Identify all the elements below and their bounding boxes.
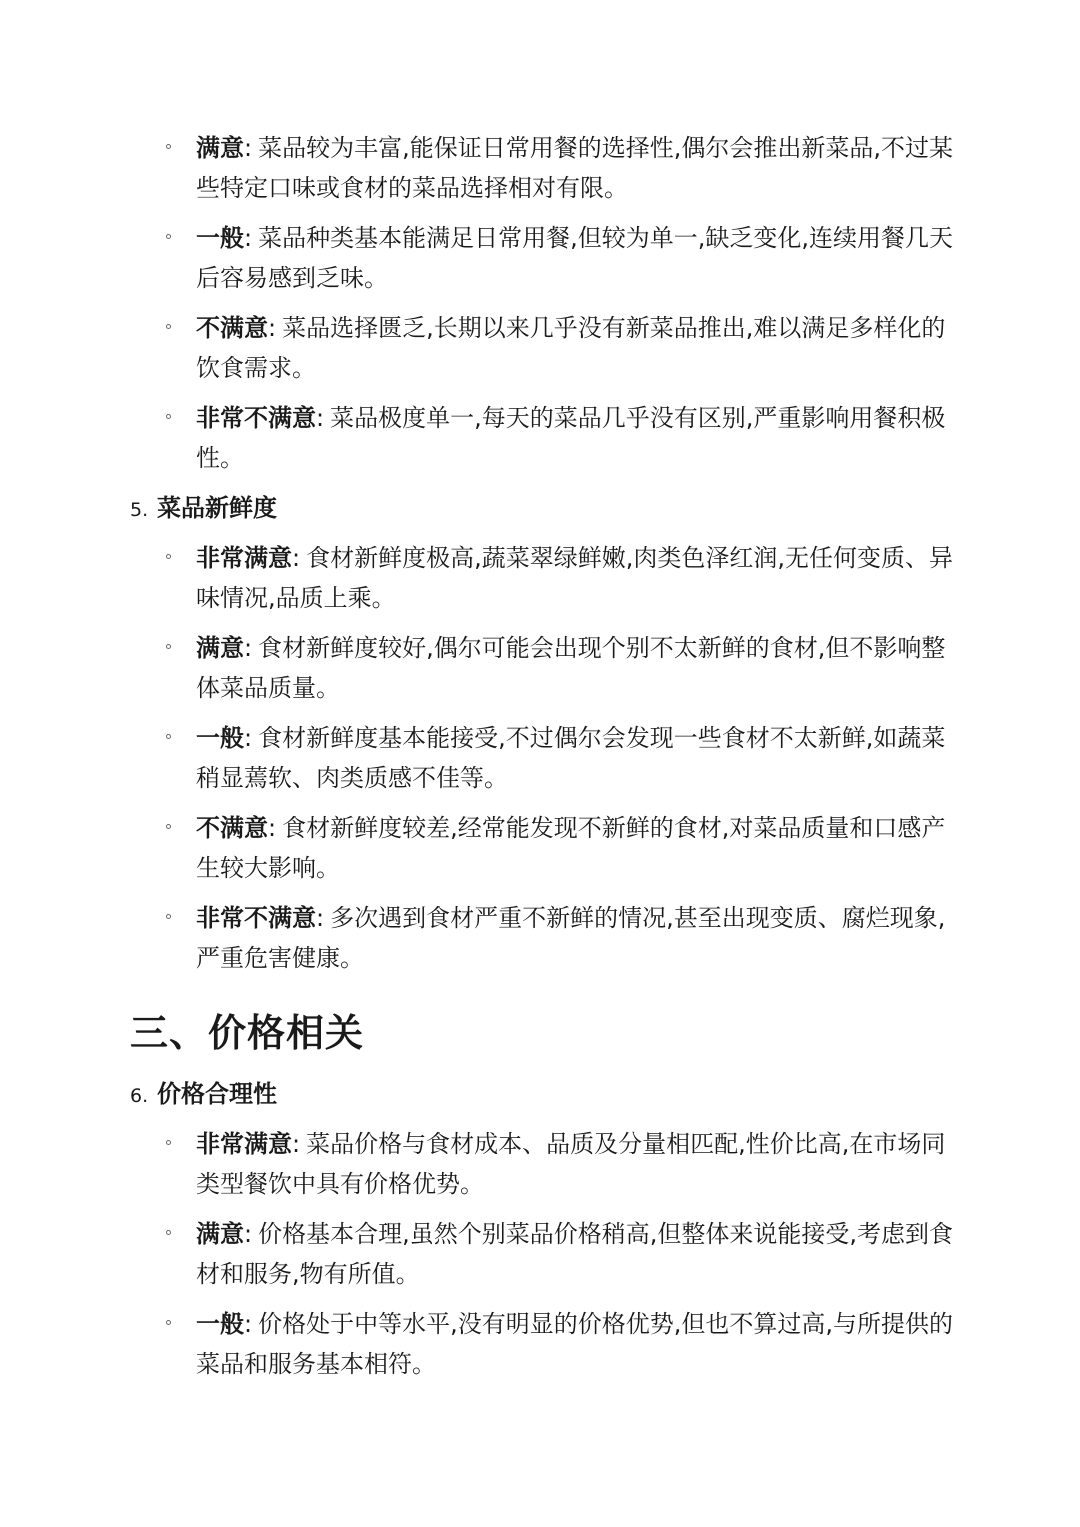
rating-separator: : (244, 134, 253, 162)
list-item (196, 398, 956, 478)
rating-description: 食材新鲜度较好,偶尔可能会出现个别不太新鲜的食材,但不影响整体菜品质量。 (196, 634, 946, 702)
rating-separator: : (316, 904, 325, 932)
list-item (196, 898, 956, 978)
rating-separator: : (244, 1310, 253, 1338)
rating-separator: : (316, 404, 325, 432)
rating-term: 非常满意 (196, 544, 292, 572)
bullet-icon (166, 414, 171, 419)
bullet-icon (166, 1230, 171, 1235)
item-title: 价格合理性 (157, 1080, 277, 1108)
rating-description: 价格处于中等水平,没有明显的价格优势,但也不算过高,与所提供的菜品和服务基本相符。 (196, 1310, 953, 1378)
rating-separator: : (244, 634, 253, 662)
bullet-icon (166, 644, 171, 649)
list-item (196, 1304, 956, 1384)
rating-description: 食材新鲜度极高,蔬菜翠绿鲜嫩,肉类色泽红润,无任何变质、异味情况,品质上乘。 (196, 544, 953, 612)
rating-description: 菜品种类基本能满足日常用餐,但较为单一,缺乏变化,连续用餐几天后容易感到乏味。 (196, 224, 953, 292)
list-item (196, 808, 956, 888)
rating-term: 非常满意 (196, 1130, 292, 1158)
rating-term: 一般 (196, 1310, 244, 1338)
section-heading: 三、价格相关 (130, 1011, 365, 1055)
rating-description: 菜品选择匮乏,长期以来几乎没有新菜品推出,难以满足多样化的饮食需求。 (196, 314, 946, 382)
bullet-icon (166, 824, 171, 829)
rating-term: 不满意 (196, 814, 268, 842)
rating-separator: : (244, 1220, 253, 1248)
bullet-icon (166, 1140, 171, 1145)
rating-term: 满意 (196, 134, 244, 162)
rating-term: 一般 (196, 224, 244, 252)
rating-separator: : (268, 314, 277, 342)
rating-description: 菜品较为丰富,能保证日常用餐的选择性,偶尔会推出新菜品,不过某些特定口味或食材的菜品选择相对有限。 (196, 134, 953, 202)
rating-term: 满意 (196, 1220, 244, 1248)
numbered-item-heading (130, 488, 277, 530)
rating-description: 食材新鲜度基本能接受,不过偶尔会发现一些食材不太新鲜,如蔬菜稍显蔫软、肉类质感不佳等。 (196, 724, 946, 792)
rating-separator: : (292, 544, 301, 572)
list-item (196, 128, 956, 208)
bullet-icon (166, 1320, 171, 1325)
rating-term: 不满意 (196, 314, 268, 342)
rating-description: 菜品价格与食材成本、品质及分量相匹配,性价比高,在市场同类型餐饮中具有价格优势。 (196, 1130, 946, 1198)
list-item (196, 1124, 956, 1204)
rating-description: 多次遇到食材严重不新鲜的情况,甚至出现变质、腐烂现象,严重危害健康。 (196, 904, 946, 972)
list-item (196, 218, 956, 298)
rating-separator: : (268, 814, 277, 842)
rating-description: 价格基本合理,虽然个别菜品价格稍高,但整体来说能接受,考虑到食材和服务,物有所值。 (196, 1220, 953, 1288)
list-item (196, 628, 956, 708)
bullet-icon (166, 554, 171, 559)
list-item (196, 1214, 956, 1294)
item-number: 5. (130, 499, 149, 521)
rating-term: 非常不满意 (196, 404, 316, 432)
bullet-icon (166, 914, 171, 919)
rating-term: 一般 (196, 724, 244, 752)
rating-description: 食材新鲜度较差,经常能发现不新鲜的食材,对菜品质量和口感产生较大影响。 (196, 814, 946, 882)
list-item (196, 718, 956, 798)
rating-term: 非常不满意 (196, 904, 316, 932)
bullet-icon (166, 234, 171, 239)
rating-separator: : (244, 724, 253, 752)
list-item (196, 308, 956, 388)
rating-description: 菜品极度单一,每天的菜品几乎没有区别,严重影响用餐积极性。 (196, 404, 946, 472)
bullet-icon (166, 144, 171, 149)
item-number: 6. (130, 1085, 149, 1107)
rating-term: 满意 (196, 634, 244, 662)
rating-separator: : (244, 224, 253, 252)
numbered-item-heading (130, 1074, 277, 1116)
rating-separator: : (292, 1130, 301, 1158)
bullet-icon (166, 324, 171, 329)
bullet-icon (166, 734, 171, 739)
item-title: 菜品新鲜度 (157, 494, 277, 522)
list-item (196, 538, 956, 618)
